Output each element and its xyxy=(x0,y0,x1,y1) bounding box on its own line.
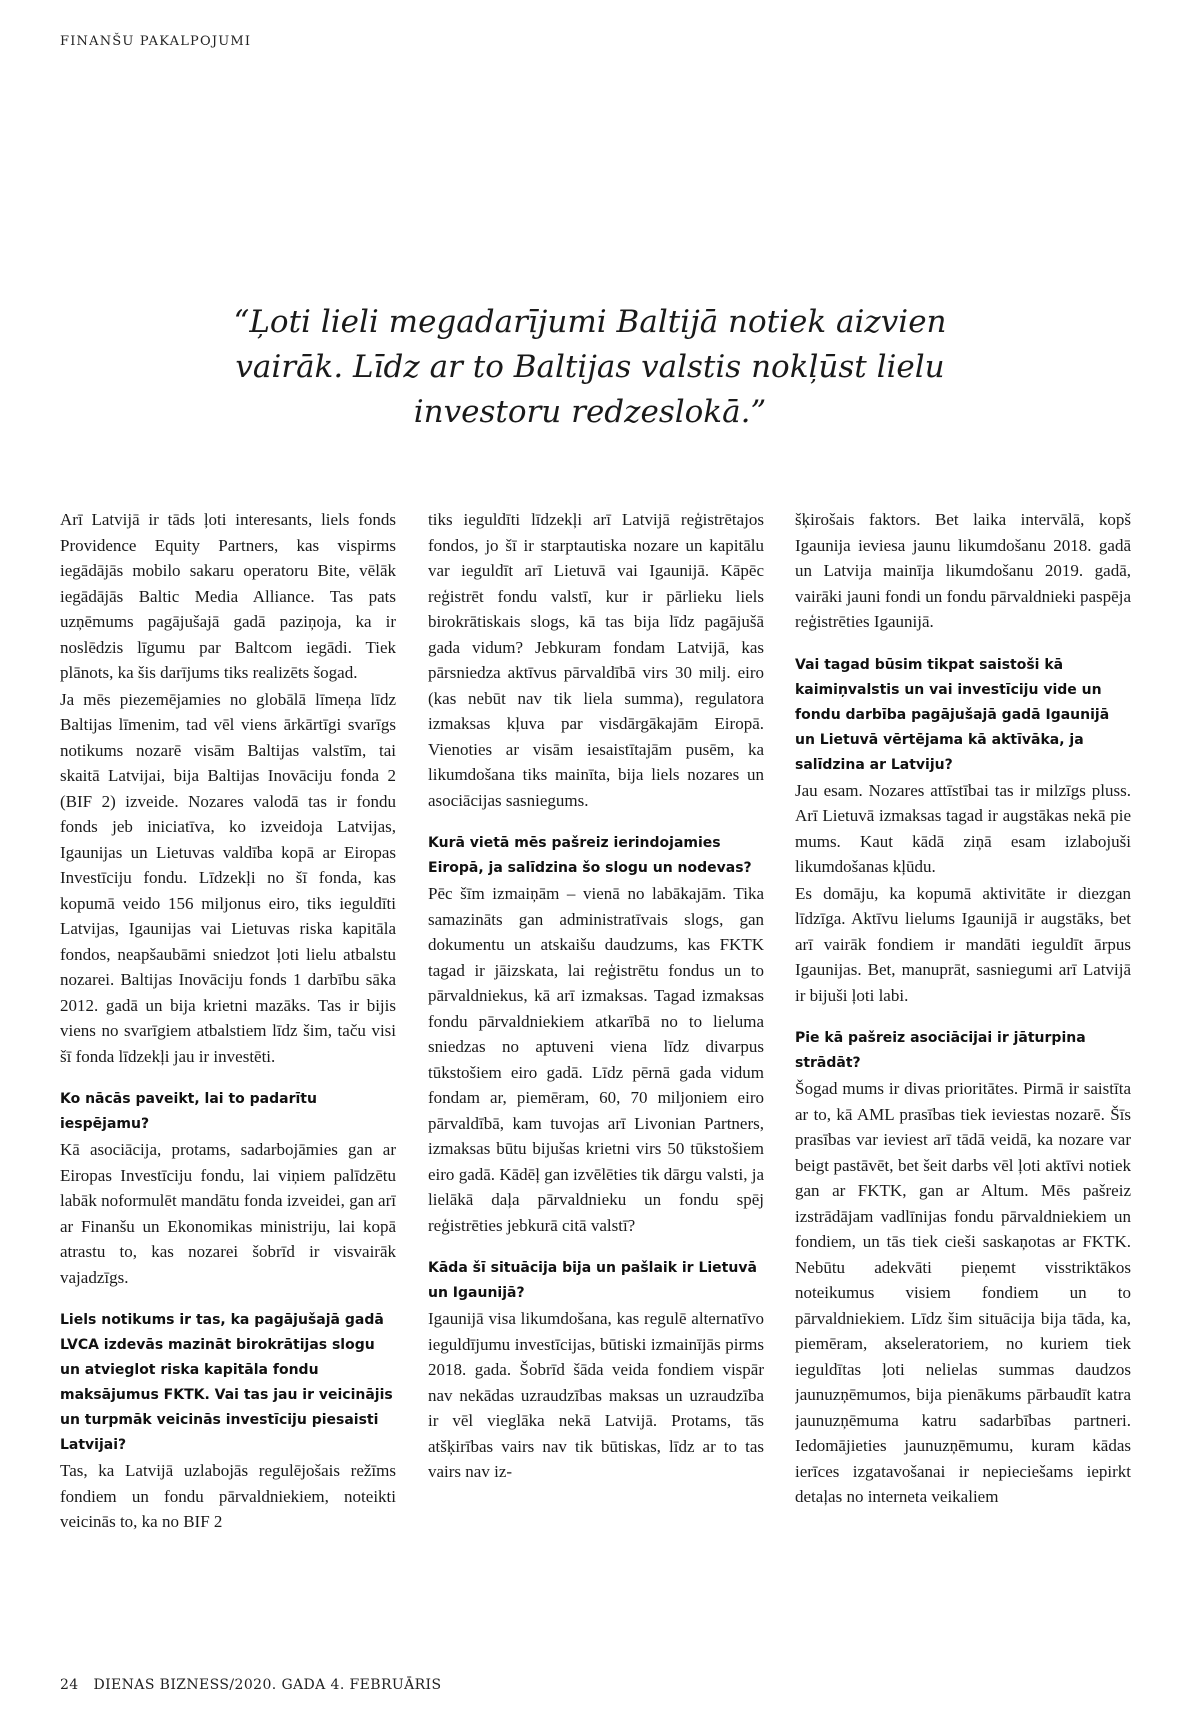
paragraph: šķirošais faktors. Bet laika intervālā, kopš Igaunija ieviesa jaunu likumdošanu 2018. gadā un Latvija mainīja likumdošanu 2019. gadā, vairāki jauni fondi un fondu pārvaldnieki paspēja reģistrēties Igaunijā. xyxy=(795,510,1131,631)
section-label: FINANŠU PAKALPOJUMI xyxy=(60,34,252,49)
article-column-2 xyxy=(428,507,764,1659)
interview-question: Kurā vietā mēs pašreiz ierindojamies Eiropā, ja salīdzina šo slogu un nodevas? xyxy=(428,835,752,876)
paragraph: tiks ieguldīti līdzekļi arī Latvijā reģistrētajos fondos, jo šī ir starptautiska nozare un kapitālu var ieguldīt arī Lietuvā vai Igaunijā. Kāpēc reģistrēt fondu valstī, kur ir pārlieku liels birokrātiskais slogs, kā tas bija līdz pagājušā gada vidum? Jebkuram fondam Latvijā, kas pārsniedza aktīvus pārvaldībā virs 30 milj. eiro (kas nebūt nav tik liela summa), regulatora izmaksas kļuva par visdārgākajām Eiropā. Vienoties ar visām iesaistītajām pusēm, ka likumdošana tiks mainīta, bija liels nozares un asociācijas sasniegums. xyxy=(428,510,764,810)
paragraph: Pēc šīm izmaiņām – vienā no labākajām. Tika samazināts gan administratīvais slogs, gan dokumentu un atskaišu daudzums, kas FKTK tagad ir jāizskata, lai reģistrētu fondus un to pārvaldniekus, kā arī izmaksas. Tagad izmaksas fondu pārvaldniekiem atkarībā no to lieluma sniedzas no aptuveni viena līdz divarpus tūkstošiem eiro gadā. Līdz pērnā gada vidum fondam ar, piemēram, 60, 70 miljoniem eiro pārvaldībā, kam tuvojas arī Livonian Partners, izmaksas būtu bijušas krietni virs 50 tūkstošiem eiro gadā. Kādēļ gan izvēlēties tik dārgu valsti, ja lielākā daļa pārvaldnieku un fondu spēj reģistrēties jebkurā citā valstī? xyxy=(428,884,764,1235)
publication-line: DIENAS BIZNESS/2020. GADA 4. FEBRUĀRIS xyxy=(93,1677,442,1693)
paragraph: Arī Latvijā ir tāds ļoti interesants, liels fonds Providence Equity Partners, kas vispirms iegādājās mobilo sakaru operatoru Bite, vēlāk iegādājās Baltic Media Alliance. Tas pats uzņēmums pagājušajā gadā paziņoja, ka ir noslēdzis līgumu par Baltcom iegādi. Tiek plānots, ka šis darījums tiks realizēts šogad. xyxy=(60,510,396,682)
paragraph: Igaunijā visa likumdošana, kas regulē alternatīvo ieguldījumu investīcijas, būtiski izmainījās pirms 2018. gada. Šobrīd šāda veida fondiem vispār nav nekādas uzraudzības maksas un uzraudzība ir vēl vieglāka nekā Latvijā. Protams, tās atšķirības vairs nav tik būtiskas, līdz ar to tas vairs nav iz- xyxy=(428,1309,764,1481)
interview-question: Vai tagad būsim tikpat saistoši kā kaimiņvalstis un vai investīciju vide un fondu darbība pagājušajā gadā Igaunijā un Lietuvā vērtējama kā aktīvāka, ja salīdzina ar Latviju? xyxy=(795,656,1110,773)
article-column-3 xyxy=(795,507,1131,1659)
interview-question: Liels notikums ir tas, ka pagājušajā gadā LVCA izdevās mazināt birokrātijas slogu un atvieglot riska kapitāla fondu maksājumus FKTK. Vai tas jau ir veicinājis un turpmāk veicinās investīciju piesaisti Latvijai? xyxy=(60,1312,393,1453)
page-footer xyxy=(60,1677,441,1693)
interview-question: Ko nācās paveikt, lai to padarītu iespējamu? xyxy=(60,1091,317,1132)
interview-question: Pie kā pašreiz asociācijai ir jāturpina strādāt? xyxy=(795,1030,1086,1071)
paragraph: Ja mēs piezemējamies no globālā līmeņa līdz Baltijas līmenim, tad vēl viens ārkārtīgi svarīgs notikums nozarē visām Baltijas valstīm, tai skaitā Latvijai, bija Baltijas Inovāciju fonda 2 (BIF 2) izveide. Nozares valodā tas ir fondu fonds jeb iniciatīva, ko izveidoja Latvijas, Igaunijas un Lietuvas valdība kopā ar Eiropas Investīciju fondu. Līdzekļi no šī fonda, kas kopumā veido 156 miljonus eiro, tiks ieguldīti Latvijas, Igaunijas vai Lietuvas riska kapitāla fondos, neapšaubāmi sniedzot ļoti lielu atbalstu nozarei. Baltijas Inovāciju fonds 1 darbību sāka 2012. gadā un bija krietni mazāks. Tas ir bijis viens no svarīgiem atbalstiem līdz šim, taču visi šī fonda līdzekļi jau ir investēti. xyxy=(60,689,396,1066)
article-column-1 xyxy=(60,507,396,1659)
pull-quote: “Ļoti lieli megadarījumi Baltijā notiek aizvien vairāk. Līdz ar to Baltijas valstis nokļūst lielu investoru redzeslokā.” xyxy=(233,304,947,430)
paragraph: Jau esam. Nozares attīstībai tas ir milzīgs pluss. Arī Lietuvā izmaksas tagad ir augstākas nekā pie mums. Kaut kādā ziņā esam izlabojuši likumdošanas kļūdu. xyxy=(795,780,1131,876)
paragraph: Tas, ka Latvijā uzlabojās regulējošais režīms fondiem un fondu pārvaldniekiem, noteikti veicinās to, ka no BIF 2 xyxy=(60,1461,396,1531)
page-number: 24 xyxy=(60,1677,79,1693)
paragraph: Šogad mums ir divas prioritātes. Pirmā ir saistīta ar to, kā AML prasības tiek ieviestas nozarē. Šīs prasības var ieviest arī tādā veidā, ka nozare var beigt pastāvēt, bet šeit darbs vēl ļoti aktīvi notiek gan ar FKTK, gan ar Altum. Mēs pašreiz izstrādājam vadlīnijas fondu pārvaldniekiem un fondiem, un tās tiek cieši saskaņotas ar FKTK. Nebūtu adekvāti pieņemt visstriktākos noteikumus visiem fondiem un to pārvaldniekiem. Līdz šim situācija bija tāda, ka, piemēram, akseleratoriem, no kuriem tiek ieguldītas ļoti nelielas summas daudzos jaunuzņēmumos, bija pienākums pārbaudīt katra jaunuzņēmuma katru sadarbības partneri. Iedomājieties jaunuzņēmumu, kuram kādas ierīces izgatavošanai ir nepieciešams iepirkt detaļas no interneta veikaliem xyxy=(795,1079,1131,1506)
paragraph: Kā asociācija, protams, sadarbojāmies gan ar Eiropas Investīciju fondu, lai viņiem palīdzētu labāk noformulēt mandātu fonda izveidei, gan arī ar Finanšu un Ekonomikas ministriju, lai kopā atrastu to, kas nozarei šobrīd ir visvairāk vajadzīgs. xyxy=(60,1140,396,1287)
interview-question: Kāda šī situācija bija un pašlaik ir Lietuvā un Igaunijā? xyxy=(428,1260,757,1301)
paragraph: Es domāju, ka kopumā aktivitāte ir diezgan līdzīga. Aktīvu lielums Igaunijā ir augstāks, bet arī vairāk fondiem ir mandāti ieguldīt ārpus Igaunijas. Bet, manuprāt, sasniegumi arī Latvijā ir bijuši ļoti labi. xyxy=(795,883,1131,1005)
